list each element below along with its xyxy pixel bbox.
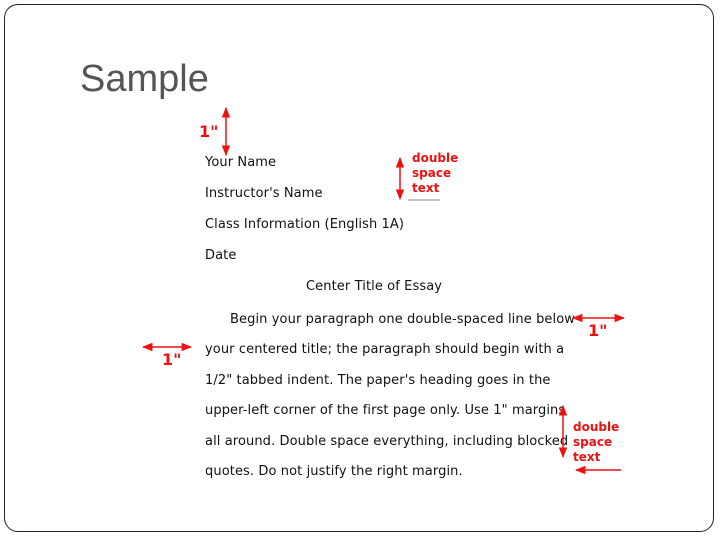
note-word: space <box>412 166 452 180</box>
slide-title: Sample <box>80 58 209 100</box>
paragraph-line: upper-left corner of the first page only. Use 1" margins <box>205 403 566 418</box>
essay-title: Center Title of Essay <box>306 279 443 294</box>
note-word: double <box>412 151 459 165</box>
margin-right-label: 1" <box>588 321 608 340</box>
margin-top-label: 1" <box>199 122 219 141</box>
note-word: space <box>573 435 613 449</box>
paragraph-line: Begin your paragraph one double-spaced line below <box>230 312 576 327</box>
paragraph-line: all around. Double space everything, including blocked <box>205 434 569 449</box>
heading-your-name: Your Name <box>205 155 277 170</box>
paragraph-line: quotes. Do not justify the right margin. <box>205 464 463 479</box>
margin-left-label: 1" <box>162 350 182 369</box>
heading-class-information: Class Information (English 1A) <box>205 217 405 232</box>
note-word: text <box>573 450 601 464</box>
paragraph-line: your centered title; the paragraph should begin with a <box>205 342 565 357</box>
note-word: text <box>412 181 440 195</box>
heading-date: Date <box>205 248 237 263</box>
paragraph-line: 1/2" tabbed indent. The paper's heading goes in the <box>205 373 551 388</box>
note-word: double <box>573 420 620 434</box>
heading-instructor-name: Instructor's Name <box>205 186 323 201</box>
